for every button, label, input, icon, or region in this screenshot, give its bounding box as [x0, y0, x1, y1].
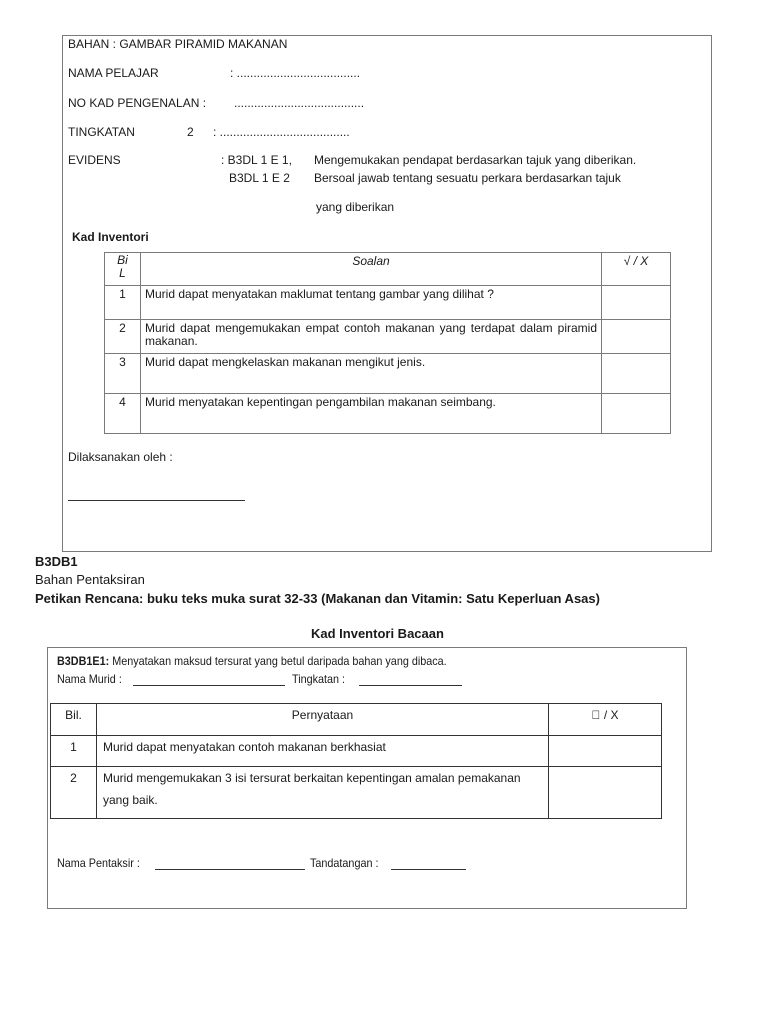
row-soalan: Murid dapat mengemukakan empat contoh makanan yang terdapat dalam piramid makanan.: [141, 320, 602, 354]
row-mark-cell[interactable]: [602, 320, 671, 354]
row-bil: 2: [105, 320, 141, 354]
evidens-b3db1e1: [57, 654, 447, 668]
nama-pentaksir-field[interactable]: [155, 869, 305, 870]
header-mark: √ / X: [602, 253, 671, 286]
nama-pelajar-label: NAMA PELAJAR: [68, 66, 159, 80]
section-code: B3DB1: [35, 554, 78, 569]
signature-line[interactable]: [68, 500, 245, 501]
table-row: [51, 767, 662, 819]
bahan-pentaksiran: Bahan Pentaksiran: [35, 572, 145, 587]
row-mark-cell[interactable]: [602, 286, 671, 320]
table-header-row: [105, 253, 671, 286]
header-mark: / X: [549, 704, 662, 736]
row-bil: 1: [51, 736, 97, 767]
row-pernyataan: Murid mengemukakan 3 isi tersurat berkaitan kepentingan amalan pemakanan yang baik.: [97, 767, 549, 819]
row-soalan: Murid dapat mengkelaskan makanan mengikut jenis.: [141, 354, 602, 394]
row-mark-cell[interactable]: [549, 767, 662, 819]
header-pernyataan: Pernyataan: [97, 704, 549, 736]
header-bil: Bil.: [51, 704, 97, 736]
table-header-row: [51, 704, 662, 736]
row-pernyataan: Murid dapat menyatakan contoh makanan berkhasiat: [97, 736, 549, 767]
evidens-text-1: Mengemukakan pendapat berdasarkan tajuk yang diberikan.: [314, 153, 637, 167]
nama-murid-label: Nama Murid :: [57, 672, 122, 686]
table-row: [105, 320, 671, 354]
row-soalan: Murid menyatakan kepentingan pengambilan makanan seimbang.: [141, 394, 602, 434]
tingkatan-field[interactable]: : .......................................: [213, 125, 350, 139]
table-row: [105, 286, 671, 320]
tingkatan-field-2[interactable]: [359, 685, 462, 686]
table-row: [105, 354, 671, 394]
bahan-line: BAHAN : GAMBAR PIRAMID MAKANAN: [68, 37, 288, 51]
row-mark-cell[interactable]: [602, 394, 671, 434]
tingkatan-label: TINGKATAN: [68, 125, 135, 139]
table-row: [105, 394, 671, 434]
evidens-text-2: Bersoal jawab tentang sesuatu perkara berdasarkan tajuk: [314, 171, 621, 185]
row-bil: 2: [51, 767, 97, 819]
evidens-code: B3DB1E1:: [57, 654, 110, 668]
kad-inventori-bacaan-table: [50, 703, 662, 819]
row-soalan: Murid dapat menyatakan maklumat tentang gambar yang dilihat ?: [141, 286, 602, 320]
row-bil: 1: [105, 286, 141, 320]
nama-murid-field[interactable]: [133, 685, 285, 686]
kad-pengenalan-field[interactable]: .......................................: [234, 96, 365, 110]
dilaksanakan-label: Dilaksanakan oleh :: [68, 450, 173, 464]
tandatangan-label: Tandatangan :: [310, 856, 379, 870]
header-bil: Bi L: [105, 253, 141, 286]
row-mark-cell[interactable]: [602, 354, 671, 394]
evidens-code-2: B3DL 1 E 2: [229, 171, 290, 185]
evidens-code-1: : B3DL 1 E 1,: [221, 153, 292, 167]
row-bil: 4: [105, 394, 141, 434]
table-row: [51, 736, 662, 767]
nama-pentaksir-label: Nama Pentaksir :: [57, 856, 140, 870]
kad-inventori-bacaan-title: Kad Inventori Bacaan: [311, 626, 444, 641]
tandatangan-field[interactable]: [391, 869, 466, 870]
kad-pengenalan-label: NO KAD PENGENALAN :: [68, 96, 207, 110]
evidens-text: Menyatakan maksud tersurat yang betul daripada bahan yang dibaca.: [112, 654, 447, 668]
row-mark-cell[interactable]: [549, 736, 662, 767]
evidens-label: EVIDENS: [68, 153, 121, 167]
petikan-rencana: Petikan Rencana: buku teks muka surat 32-33 (Makanan dan Vitamin: Satu Keperluan Asas): [35, 591, 600, 606]
header-soalan: Soalan: [141, 253, 602, 286]
tingkatan-label-2: Tingkatan :: [292, 672, 346, 686]
tingkatan-value: 2: [187, 125, 194, 139]
kad-inventori-title: Kad Inventori: [72, 230, 149, 244]
evidens-text-3: yang diberikan: [316, 200, 395, 214]
row-bil: 3: [105, 354, 141, 394]
kad-inventori-table: [104, 252, 671, 434]
nama-pelajar-field[interactable]: : .....................................: [230, 66, 361, 80]
